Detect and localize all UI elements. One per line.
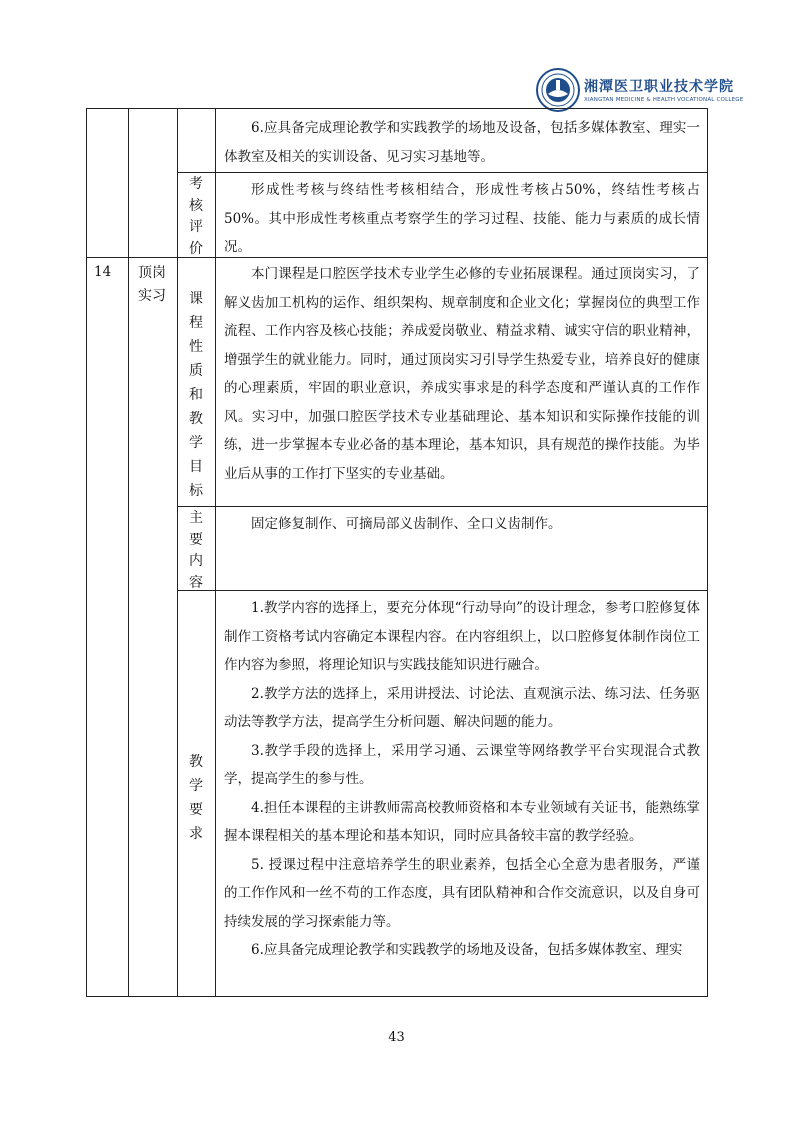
table-line <box>86 996 708 997</box>
table-line <box>177 506 708 507</box>
college-name: 湘潭医卫职业技术学院 <box>584 79 734 95</box>
content-cell <box>224 510 700 539</box>
table-line <box>86 108 87 997</box>
requirement-item: 4.担任本课程的主讲教师需高校教师资格和本专业领域有关证书，能熟练掌握本课程相关的基本理论和基本知识，同时应具备较丰富的教学经验。 <box>224 799 700 844</box>
nature-text: 本门课程是口腔医学技术专业学生必修的专业拓展课程。通过顶岗实习，了解义齿加工机构的运作、组织架构、规章制度和企业文化；掌握岗位的典型工作流程、工作内容及核心技能；养成爱岗敬业、精益求精、诚实守信的职业精神，增强学生的就业能力。同时，通过顶岗实习引导学生热爱专业，培养良好的健康的心理素质，牢固的职业意识，养成实事求是的科学态度和严谨认真的工作作风。实习中，加强口腔医学技术专业基础理论、基本知识和实际操作技能的训练，进一步掌握本专业必备的基本理论，基本知识，具有规范的操作技能。为毕业后从事的工作打下坚实的专业基础。 <box>224 266 700 482</box>
table-line <box>86 108 708 109</box>
table-line <box>215 108 216 997</box>
table-line <box>128 108 129 997</box>
requirement-item: 6.应具备完成理论教学和实践教学的场地及设备，包括多媒体教室、理实一体教室及相关的实训设备、见习实习基地等。 <box>224 120 700 165</box>
assessment-text: 形成性考核与终结性考核相结合，形成性考核占50%，终结性考核占50%。其中形成性考核重点考察学生的学习过程、技能、能力与素质的成长情况。 <box>224 182 700 255</box>
table-line <box>177 172 708 173</box>
table-line <box>707 108 708 997</box>
nature-cell <box>224 260 700 488</box>
table-line <box>177 590 708 591</box>
page-number: 43 <box>388 1030 405 1045</box>
content-label: 主要内容 <box>189 510 203 591</box>
requirement-item: 5. 授课过程中注意培养学生的职业素养，包括全心全意为患者服务，严谨的工作作风和一丝不苟的工作态度，具有团队精神和合作交流意识，以及自身可持续发展的学习探索能力等。 <box>224 856 700 930</box>
requirement-item: 1.教学内容的选择上，要充分体现“行动导向”的设计理念，参考口腔修复体制作工资格考试内容确定本课程内容。在内容组织上，以口腔修复体制作岗位工作内容为参照，将理论知识与实践技能知识进行融合。 <box>224 600 700 673</box>
course-number: 14 <box>94 264 112 280</box>
college-seal-icon <box>536 68 580 112</box>
table-line <box>177 108 178 997</box>
content-text: 固定修复制作、可摘局部义齿制作、全口义齿制作。 <box>251 516 562 532</box>
course-name: 顶岗实习 <box>138 265 166 304</box>
requirement-continued <box>224 114 700 171</box>
requirement-item: 6.应具备完成理论教学和实践教学的场地及设备，包括多媒体教室、理实 <box>251 942 683 958</box>
nature-label: 课程性质和教学目标 <box>189 291 203 499</box>
college-name-en: XIANGTAN MEDICINE & HEALTH VOCATIONAL COLLEGE <box>584 97 744 103</box>
requirements-label: 教学要求 <box>189 754 203 842</box>
requirement-item: 2.教学方法的选择上，采用讲授法、讨论法、直观演示法、练习法、任务驱动法等教学方法，提高学生分析问题、解决问题的能力。 <box>224 685 700 730</box>
requirement-item: 3.教学手段的选择上，采用学习通、云课堂等网络教学平台实现混合式教学，提高学生的参与性。 <box>224 742 700 787</box>
assessment-cell <box>224 176 700 262</box>
assessment-label: 考核评价 <box>189 176 203 257</box>
requirements-cell <box>224 594 700 965</box>
course-table <box>86 108 708 997</box>
